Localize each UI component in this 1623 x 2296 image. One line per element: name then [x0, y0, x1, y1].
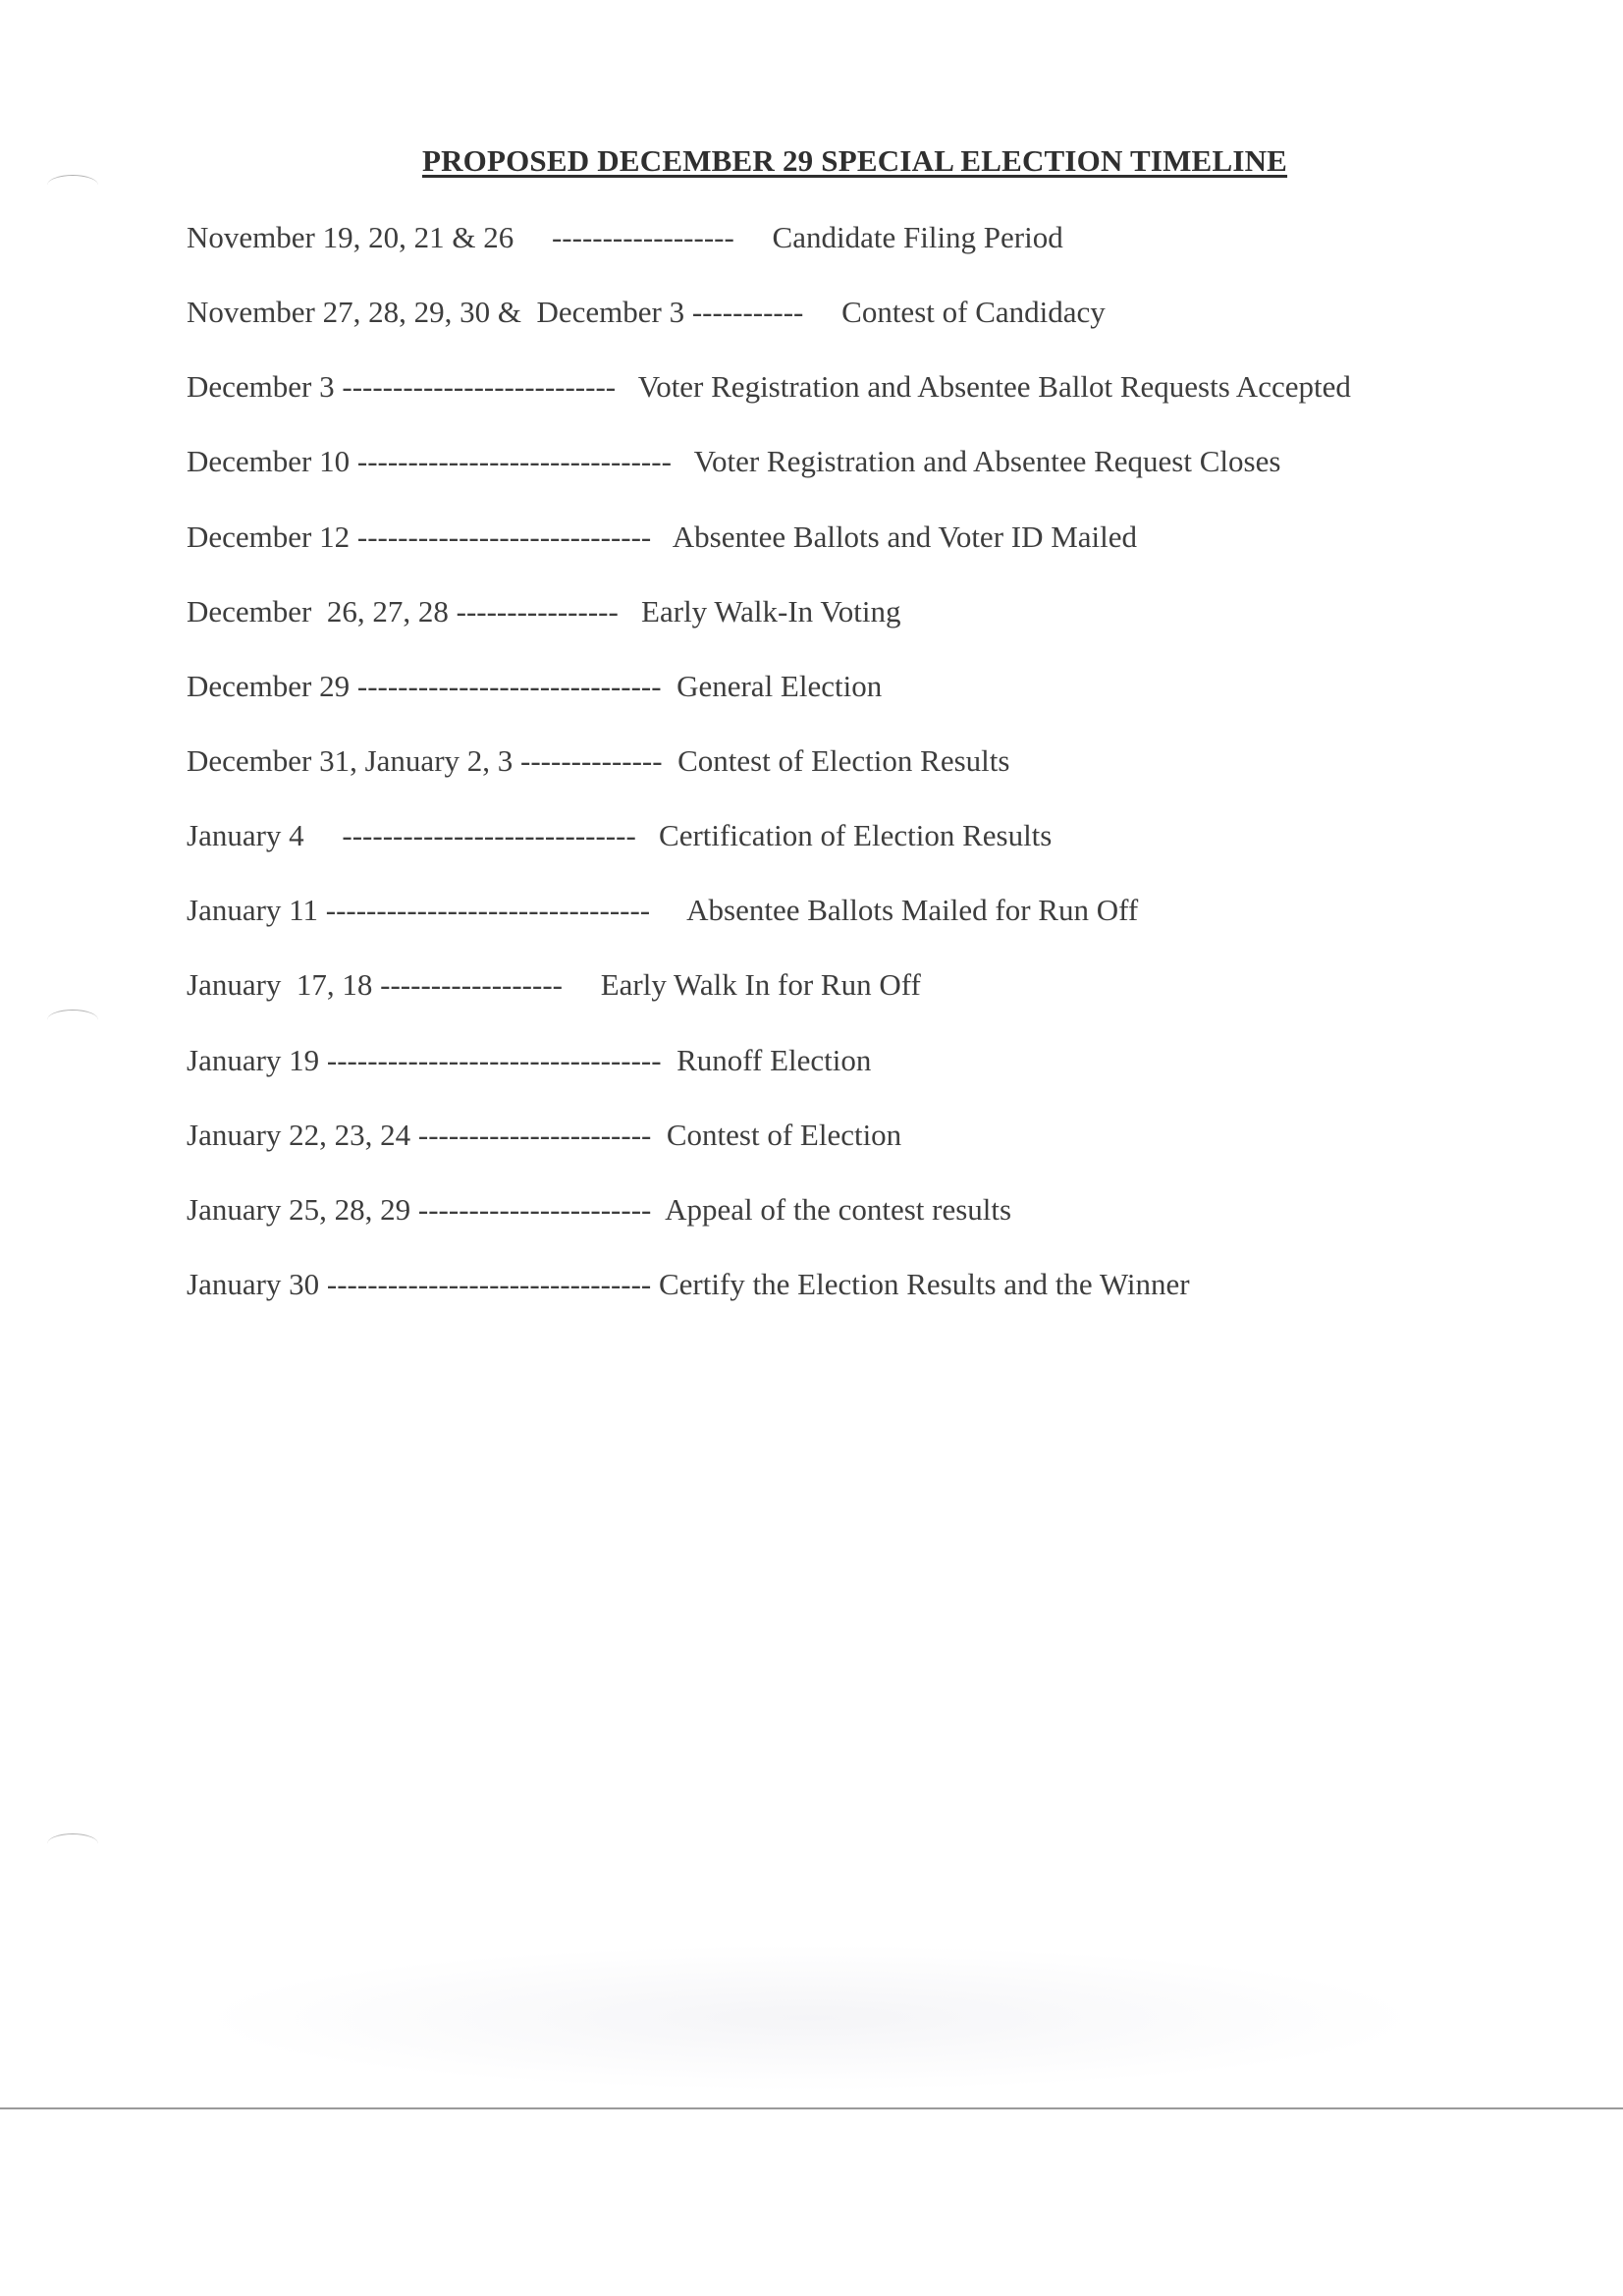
- entry-separator: ------------------: [372, 967, 601, 1002]
- entry-date: November 19, 20, 21 & 26: [187, 220, 514, 254]
- timeline-entry: [187, 220, 1063, 255]
- entry-date: November 27, 28, 29, 30 & December 3: [187, 295, 685, 329]
- entry-separator: --------------------------------: [318, 893, 687, 927]
- timeline-entry: [187, 295, 1106, 330]
- entry-date: January 11: [187, 893, 319, 927]
- entry-date: January 4: [187, 818, 304, 852]
- entry-event: Absentee Ballots and Voter ID Mailed: [672, 519, 1138, 554]
- scan-shadow: [196, 1944, 1424, 2092]
- page-edge-line: [0, 2107, 1623, 2109]
- entry-date: December 26, 27, 28: [187, 594, 449, 629]
- entry-event: Contest of Election: [666, 1118, 902, 1152]
- entry-event: Early Walk-In Voting: [641, 594, 901, 629]
- entry-date: December 3: [187, 369, 335, 404]
- entry-event: Absentee Ballots Mailed for Run Off: [686, 893, 1139, 927]
- timeline-entry: [187, 669, 882, 704]
- timeline-entry: [187, 1192, 1011, 1228]
- entry-separator: ----------------: [448, 594, 642, 629]
- entry-event: Appeal of the contest results: [665, 1192, 1012, 1227]
- entry-event: Contest of Candidacy: [841, 295, 1106, 329]
- entry-separator: -----------: [684, 295, 842, 329]
- entry-event: Contest of Election Results: [677, 743, 1010, 778]
- timeline-entry: [187, 967, 921, 1003]
- entry-separator: ---------------------------: [334, 369, 638, 404]
- entry-event: Early Walk In for Run Off: [600, 967, 921, 1002]
- timeline-entry: [187, 743, 1009, 779]
- entry-separator: -----------------------: [410, 1118, 667, 1152]
- entry-separator: -------------------------------: [350, 444, 694, 478]
- entry-event: Certification of Election Results: [659, 818, 1053, 852]
- binder-hole-mark: [47, 1010, 98, 1030]
- timeline-entry: [187, 1118, 901, 1153]
- entry-separator: --------------: [513, 743, 678, 778]
- entry-separator: -----------------------: [410, 1192, 666, 1227]
- timeline-entry: [187, 594, 900, 629]
- document-title: PROPOSED DECEMBER 29 SPECIAL ELECTION TIMELINE: [421, 143, 1288, 178]
- entry-date: January 25, 28, 29: [187, 1192, 411, 1227]
- entry-event: Voter Registration and Absentee Ballot Requests Accepted: [637, 369, 1351, 404]
- timeline-entry: [187, 369, 1351, 405]
- entry-date: December 12: [187, 519, 351, 554]
- entry-separator: ------------------: [514, 220, 773, 254]
- binder-hole-mark: [47, 1833, 98, 1854]
- entry-date: December 31, January 2, 3: [187, 743, 514, 778]
- timeline-entry: [187, 1043, 871, 1078]
- entry-event: General Election: [676, 669, 883, 703]
- entry-separator: ---------------------------------: [319, 1043, 677, 1077]
- entry-event: Candidate Filing Period: [772, 220, 1063, 254]
- entry-date: January 22, 23, 24: [187, 1118, 411, 1152]
- timeline-entry: [187, 444, 1280, 479]
- entry-separator: ------------------------------: [350, 669, 677, 703]
- entry-separator: --------------------------------: [319, 1267, 659, 1301]
- entry-date: January 19: [187, 1043, 320, 1077]
- entry-date: January 30: [187, 1267, 320, 1301]
- entry-date: December 29: [187, 669, 351, 703]
- timeline-entry: [187, 519, 1137, 555]
- timeline-entry: [187, 1267, 1190, 1302]
- entry-separator: -----------------------------: [350, 519, 673, 554]
- timeline-entry: [187, 818, 1052, 853]
- entry-date: January 17, 18: [187, 967, 373, 1002]
- entry-event: Voter Registration and Absentee Request Closes: [693, 444, 1281, 478]
- entry-separator: -----------------------------: [303, 818, 660, 852]
- entry-event: Certify the Election Results and the Winner: [659, 1267, 1190, 1301]
- entry-date: December 10: [187, 444, 351, 478]
- entry-event: Runoff Election: [676, 1043, 872, 1077]
- timeline-entry: [187, 893, 1138, 928]
